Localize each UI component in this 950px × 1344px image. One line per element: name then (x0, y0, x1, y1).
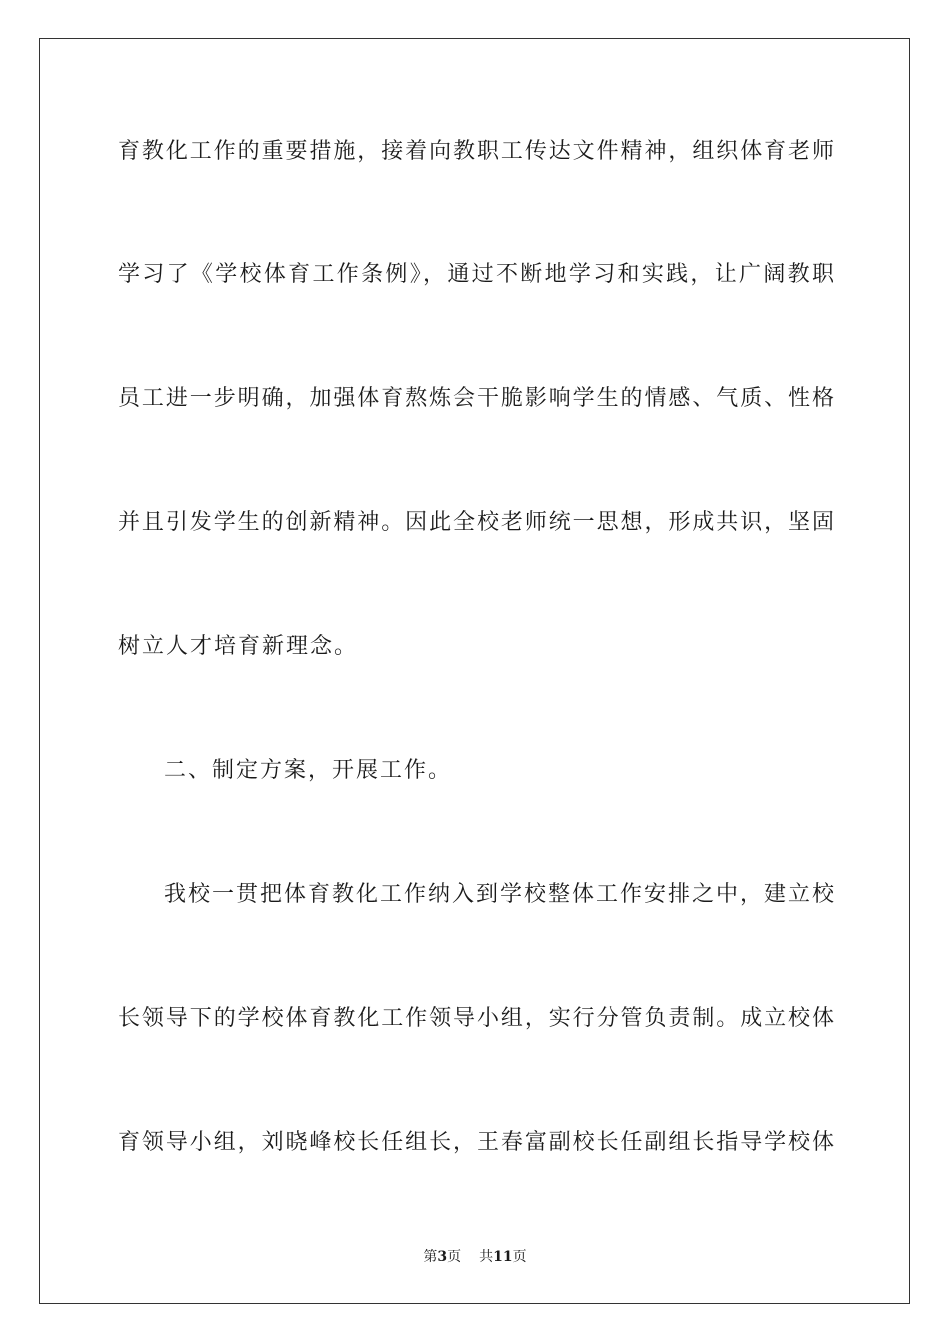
total-prefix: 共 (479, 1249, 494, 1265)
body-line: 长领导下的学校体育教化工作领导小组，实行分管负责制。成立校体 (118, 1006, 834, 1031)
page-total: 11 (493, 1249, 513, 1265)
page-unit: 页 (447, 1249, 462, 1265)
body-line: 我校一贯把体育教化工作纳入到学校整体工作安排之中，建立校 (164, 882, 834, 907)
body-line: 育领导小组，刘晓峰校长任组长，王春富副校长任副组长指导学校体 (118, 1130, 834, 1155)
page-prefix: 第 (423, 1249, 438, 1265)
total-unit: 页 (512, 1249, 527, 1265)
body-line: 育教化工作的重要措施，接着向教职工传达文件精神，组织体育老师 (118, 139, 834, 164)
body-line: 树立人才培育新理念。 (118, 634, 359, 659)
section-heading: 二、制定方案，开展工作。 (164, 758, 453, 783)
page-footer (0, 1246, 950, 1266)
body-line: 并且引发学生的创新精神。因此全校老师统一思想，形成共识，坚固 (118, 510, 834, 535)
page-current: 3 (437, 1249, 448, 1265)
body-line: 员工进一步明确，加强体育熬炼会干脆影响学生的情感、气质、性格 (118, 386, 834, 411)
body-line: 学习了《学校体育工作条例》，通过不断地学习和实践，让广阔教职 (118, 262, 834, 287)
page-frame (39, 38, 910, 1304)
